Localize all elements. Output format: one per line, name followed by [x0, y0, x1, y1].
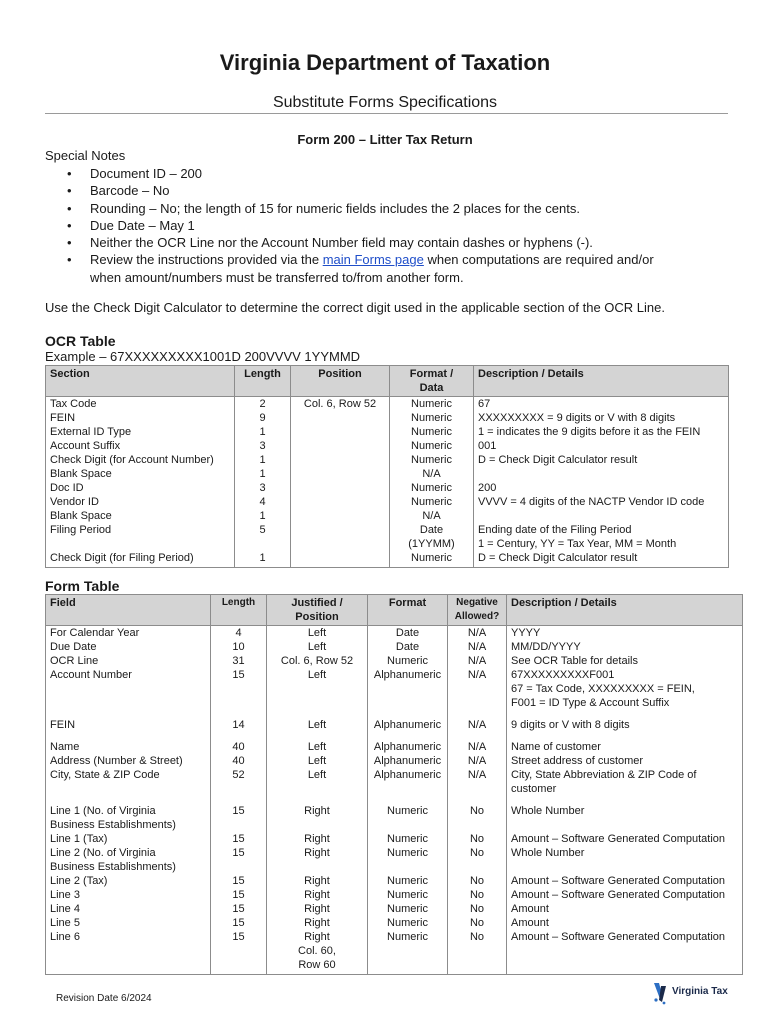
ocr-position-cell	[291, 551, 390, 568]
form-length-cell: 15	[211, 888, 267, 902]
ocr-description-cell: VVVV = 4 digits of the NACTP Vendor ID code	[474, 495, 729, 509]
form-negative-cell: No	[448, 916, 507, 930]
note-item: • Neither the OCR Line nor the Account Number field may contain dashes or hyphens (-).	[67, 234, 717, 251]
form-justified-cell: Left	[267, 754, 368, 768]
form-format-cell: Alphanumeric	[368, 768, 448, 796]
col-header-negative: Negative Allowed?	[448, 595, 507, 626]
virginia-tax-logo-mark-icon	[652, 980, 672, 1006]
logo-text: Virginia Tax	[672, 986, 728, 997]
ocr-format-cell: Numeric	[390, 453, 474, 467]
ocr-example: Example – 67XXXXXXXXX1001D 200VVVV 1YYMMD	[45, 349, 361, 364]
form-length-cell: 40	[211, 740, 267, 754]
col-header-description: Description / Details	[507, 595, 743, 626]
form-negative-cell: N/A	[448, 718, 507, 732]
form-description-cell: Amount	[507, 902, 743, 916]
form-field-cell: Line 2 (Tax)	[46, 874, 211, 888]
ocr-format-cell: N/A	[390, 509, 474, 523]
ocr-description-cell: XXXXXXXXX = 9 digits or V with 8 digits	[474, 411, 729, 425]
form-table-row	[46, 846, 743, 874]
ocr-description-cell: 67	[474, 397, 729, 412]
ocr-length-cell: 1	[235, 467, 291, 481]
page-subtitle: Substitute Forms Specifications	[272, 94, 498, 111]
form-justified-cell: Right	[267, 888, 368, 902]
form-justified-cell: Left	[267, 768, 368, 796]
ocr-description-cell: Ending date of the Filing Period 1 = Century, YY = Tax Year, MM = Month	[474, 523, 729, 551]
form-justified-cell: Right	[267, 916, 368, 930]
ocr-length-cell: 1	[235, 453, 291, 467]
form-field-cell: For Calendar Year	[46, 626, 211, 641]
ocr-section-cell: Check Digit (for Account Number)	[46, 453, 235, 467]
form-negative-cell: N/A	[448, 740, 507, 754]
form-title: Form 200 – Litter Tax Return	[297, 132, 473, 147]
form-field-cell: Line 3	[46, 888, 211, 902]
review-text-before: Review the instructions provided via the	[90, 252, 323, 268]
form-justified-cell: Left	[267, 740, 368, 754]
special-notes-list	[67, 165, 717, 286]
form-format-cell: Numeric	[368, 832, 448, 846]
ocr-table-row	[46, 509, 729, 523]
ocr-length-cell: 3	[235, 439, 291, 453]
ocr-length-cell: 1	[235, 509, 291, 523]
form-table-row	[46, 740, 743, 754]
ocr-table-header	[46, 366, 729, 397]
form-negative-cell: N/A	[448, 654, 507, 668]
form-description-cell: Whole Number	[507, 846, 743, 874]
ocr-section-cell: FEIN	[46, 411, 235, 425]
form-description-cell: Amount – Software Generated Computation	[507, 832, 743, 846]
ocr-format-cell: Numeric	[390, 439, 474, 453]
form-justified-cell: Right	[267, 846, 368, 874]
ocr-description-cell: 200	[474, 481, 729, 495]
form-format-cell: Numeric	[368, 846, 448, 874]
ocr-table-row	[46, 523, 729, 551]
form-table-row	[46, 640, 743, 654]
ocr-table-row	[46, 453, 729, 467]
form-description-cell: Amount – Software Generated Computation	[507, 888, 743, 902]
ocr-format-cell: Numeric	[390, 397, 474, 412]
form-description-cell: Amount – Software Generated Computation	[507, 874, 743, 888]
form-negative-cell: N/A	[448, 640, 507, 654]
note-item: • Due Date – May 1	[67, 217, 717, 234]
title-divider	[45, 113, 728, 114]
ocr-position-cell	[291, 523, 390, 551]
note-item: • Rounding – No; the length of 15 for numeric fields includes the 2 places for the cents.	[67, 200, 717, 217]
form-table-row	[46, 874, 743, 888]
form-field-cell: City, State & ZIP Code	[46, 768, 211, 796]
virginia-tax-logo	[652, 980, 732, 1006]
ocr-table-row	[46, 481, 729, 495]
form-table-row	[46, 804, 743, 832]
col-header-field: Field	[46, 595, 211, 626]
form-negative-cell: N/A	[448, 768, 507, 796]
form-description-cell: MM/DD/YYYY	[507, 640, 743, 654]
ocr-format-cell: Numeric	[390, 495, 474, 509]
form-length-cell: 15	[211, 916, 267, 930]
form-format-cell: Numeric	[368, 916, 448, 930]
form-format-cell: Alphanumeric	[368, 668, 448, 710]
ocr-table-row	[46, 439, 729, 453]
note-item: • Document ID – 200	[67, 165, 717, 182]
ocr-format-cell: Numeric	[390, 425, 474, 439]
ocr-description-cell: D = Check Digit Calculator result	[474, 453, 729, 467]
form-justified-cell: Right	[267, 832, 368, 846]
form-description-cell: Amount	[507, 916, 743, 930]
main-forms-page-link[interactable]: main Forms page	[322, 252, 424, 268]
form-length-cell: 40	[211, 754, 267, 768]
form-length-cell: 14	[211, 718, 267, 732]
col-header-length: Length	[235, 366, 291, 397]
ocr-section-cell: Blank Space	[46, 467, 235, 481]
row-spacer	[46, 732, 743, 740]
form-length-cell: 15	[211, 832, 267, 846]
form-format-cell: Alphanumeric	[368, 718, 448, 732]
ocr-section-cell: Filing Period	[46, 523, 235, 551]
col-header-justified: Justified / Position	[267, 595, 368, 626]
form-table-header	[46, 595, 743, 626]
form-field-cell: Line 5	[46, 916, 211, 930]
form-negative-cell: No	[448, 902, 507, 916]
ocr-section-cell: Account Suffix	[46, 439, 235, 453]
ocr-format-cell: Date (1YYMM)	[390, 523, 474, 551]
form-table-row	[46, 916, 743, 930]
row-spacer	[46, 796, 743, 804]
form-format-cell: Date	[368, 626, 448, 641]
ocr-table-row	[46, 467, 729, 481]
form-justified-cell: Right	[267, 804, 368, 832]
ocr-description-cell: 1 = indicates the 9 digits before it as the FEIN	[474, 425, 729, 439]
form-table-heading: Form Table	[45, 578, 120, 594]
ocr-section-cell: Tax Code	[46, 397, 235, 412]
form-table-row	[46, 768, 743, 796]
col-header-position: Position	[291, 366, 390, 397]
form-length-cell: 4	[211, 626, 267, 641]
form-table-row	[46, 888, 743, 902]
ocr-description-cell	[474, 509, 729, 523]
ocr-length-cell: 4	[235, 495, 291, 509]
special-notes-heading: Special Notes	[45, 148, 126, 163]
page-title: Virginia Department of Taxation	[219, 50, 551, 75]
form-negative-cell: No	[448, 930, 507, 975]
ocr-position-cell	[291, 439, 390, 453]
ocr-description-cell: D = Check Digit Calculator result	[474, 551, 729, 568]
form-field-cell: Line 1 (Tax)	[46, 832, 211, 846]
form-negative-cell: No	[448, 832, 507, 846]
row-spacer	[46, 710, 743, 718]
form-format-cell: Numeric	[368, 902, 448, 916]
form-length-cell: 31	[211, 654, 267, 668]
col-header-format: Format / Data	[390, 366, 474, 397]
form-negative-cell: N/A	[448, 626, 507, 641]
ocr-length-cell: 5	[235, 523, 291, 551]
ocr-table-row	[46, 425, 729, 439]
form-justified-cell: Left	[267, 668, 368, 710]
form-negative-cell: No	[448, 846, 507, 874]
ocr-format-cell: Numeric	[390, 551, 474, 568]
form-table-row	[46, 718, 743, 732]
revision-date: Revision Date 6/2024	[56, 993, 152, 1004]
form-field-cell: Account Number	[46, 668, 211, 710]
review-text-after: when computations are required and/or	[423, 252, 654, 268]
form-negative-cell: No	[448, 804, 507, 832]
form-length-cell: 15	[211, 668, 267, 710]
ocr-position-cell	[291, 509, 390, 523]
form-length-cell: 52	[211, 768, 267, 796]
ocr-table-row	[46, 495, 729, 509]
form-justified-cell: Left	[267, 718, 368, 732]
ocr-table-row	[46, 551, 729, 568]
form-table-row	[46, 902, 743, 916]
form-table-row	[46, 930, 743, 975]
review-text-line2: when amount/numbers must be transferred to/from another form.	[90, 269, 464, 285]
ocr-section-cell: Vendor ID	[46, 495, 235, 509]
ocr-description-cell	[474, 467, 729, 481]
form-table-row	[46, 654, 743, 668]
form-justified-cell: Right	[267, 902, 368, 916]
col-header-length: Length	[211, 595, 267, 626]
ocr-position-cell	[291, 481, 390, 495]
form-length-cell: 15	[211, 846, 267, 874]
col-header-description: Description / Details	[474, 366, 729, 397]
ocr-format-cell: N/A	[390, 467, 474, 481]
form-length-cell: 15	[211, 930, 267, 975]
form-field-cell: Line 4	[46, 902, 211, 916]
form-field-cell: Name	[46, 740, 211, 754]
form-description-cell: See OCR Table for details	[507, 654, 743, 668]
form-format-cell: Numeric	[368, 804, 448, 832]
form-table-row	[46, 832, 743, 846]
form-description-cell: YYYY	[507, 626, 743, 641]
form-justified-cell: Right	[267, 874, 368, 888]
form-field-cell: OCR Line	[46, 654, 211, 668]
form-format-cell: Numeric	[368, 930, 448, 975]
form-description-cell: Name of customer	[507, 740, 743, 754]
form-description-cell: 67XXXXXXXXXF001 67 = Tax Code, XXXXXXXXX = FEIN, F001 = ID Type & Account Suffix	[507, 668, 743, 710]
ocr-format-cell: Numeric	[390, 411, 474, 425]
note-item: • Barcode – No	[67, 182, 717, 199]
ocr-section-cell: Doc ID	[46, 481, 235, 495]
note-item-review	[67, 251, 717, 286]
form-description-cell: Amount – Software Generated Computation	[507, 930, 743, 975]
ocr-section-cell: External ID Type	[46, 425, 235, 439]
form-format-cell: Numeric	[368, 888, 448, 902]
form-field-cell: Line 6	[46, 930, 211, 975]
ocr-description-cell: 001	[474, 439, 729, 453]
ocr-section-cell: Blank Space	[46, 509, 235, 523]
form-field-cell: Due Date	[46, 640, 211, 654]
form-format-cell: Alphanumeric	[368, 754, 448, 768]
form-format-cell: Alphanumeric	[368, 740, 448, 754]
ocr-length-cell: 3	[235, 481, 291, 495]
form-description-cell: City, State Abbreviation & ZIP Code of customer	[507, 768, 743, 796]
form-description-cell: Whole Number	[507, 804, 743, 832]
form-table-row	[46, 626, 743, 641]
form-table-row	[46, 668, 743, 710]
form-negative-cell: N/A	[448, 754, 507, 768]
ocr-position-cell	[291, 411, 390, 425]
form-negative-cell: No	[448, 874, 507, 888]
form-negative-cell: No	[448, 888, 507, 902]
ocr-position-cell	[291, 495, 390, 509]
form-negative-cell: N/A	[448, 668, 507, 710]
form-length-cell: 15	[211, 874, 267, 888]
form-length-cell: 10	[211, 640, 267, 654]
col-header-section: Section	[46, 366, 235, 397]
ocr-table-row	[46, 411, 729, 425]
ocr-position-cell: Col. 6, Row 52	[291, 397, 390, 412]
ocr-position-cell	[291, 467, 390, 481]
form-table	[45, 594, 743, 975]
ocr-table-heading: OCR Table	[45, 333, 116, 349]
form-description-cell: Street address of customer	[507, 754, 743, 768]
ocr-length-cell: 1	[235, 425, 291, 439]
ocr-format-cell: Numeric	[390, 481, 474, 495]
form-field-cell: FEIN	[46, 718, 211, 732]
ocr-length-cell: 9	[235, 411, 291, 425]
ocr-length-cell: 2	[235, 397, 291, 412]
form-table-row	[46, 754, 743, 768]
form-field-cell: Line 1 (No. of Virginia Business Establishments)	[46, 804, 211, 832]
form-justified-cell: Left	[267, 640, 368, 654]
form-description-cell: 9 digits or V with 8 digits	[507, 718, 743, 732]
form-format-cell: Numeric	[368, 874, 448, 888]
ocr-section-cell: Check Digit (for Filing Period)	[46, 551, 235, 568]
form-justified-cell: Right Col. 60, Row 60	[267, 930, 368, 975]
col-header-format: Format	[368, 595, 448, 626]
ocr-position-cell	[291, 453, 390, 467]
form-length-cell: 15	[211, 902, 267, 916]
form-format-cell: Date	[368, 640, 448, 654]
form-justified-cell: Col. 6, Row 52	[267, 654, 368, 668]
ocr-table-row	[46, 397, 729, 412]
form-justified-cell: Left	[267, 626, 368, 641]
ocr-table	[45, 365, 729, 568]
check-digit-note: Use the Check Digit Calculator to determine the correct digit used in the applicable section of the OCR Line.	[45, 300, 665, 315]
form-field-cell: Line 2 (No. of Virginia Business Establishments)	[46, 846, 211, 874]
ocr-position-cell	[291, 425, 390, 439]
form-length-cell: 15	[211, 804, 267, 832]
ocr-length-cell: 1	[235, 551, 291, 568]
form-field-cell: Address (Number & Street)	[46, 754, 211, 768]
form-format-cell: Numeric	[368, 654, 448, 668]
